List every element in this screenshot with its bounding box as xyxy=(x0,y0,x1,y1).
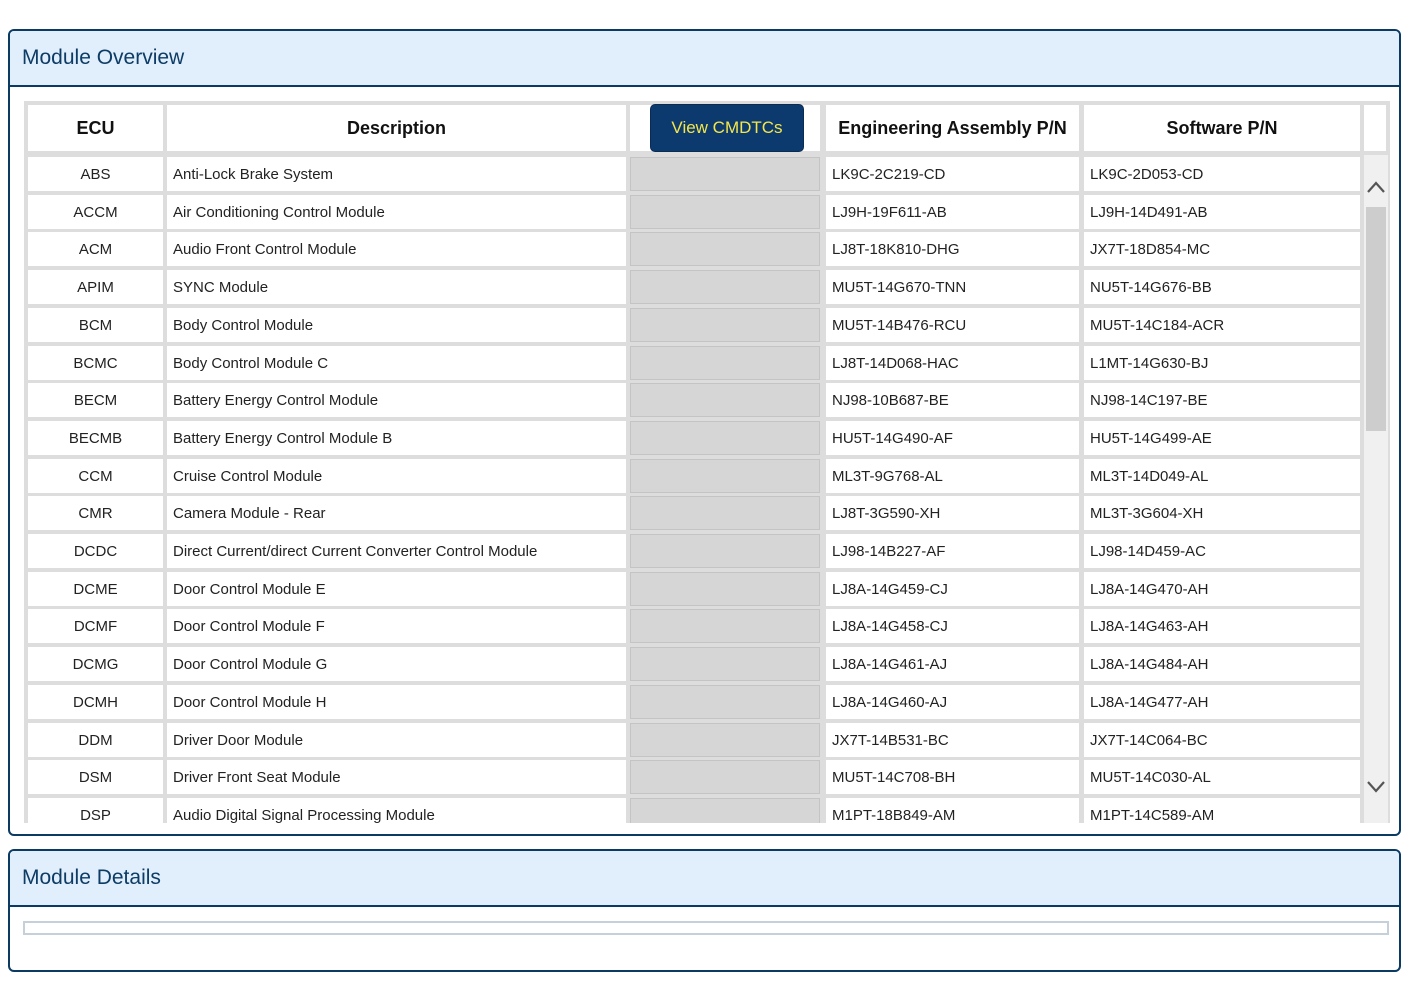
ecu-cell: DDM xyxy=(28,723,163,757)
view-cmdtcs-button[interactable]: View CMDTCs xyxy=(651,105,803,151)
ecu-cell: CMR xyxy=(28,496,163,530)
description-cell: Battery Energy Control Module xyxy=(167,383,626,417)
description-cell: Door Control Module E xyxy=(167,572,626,606)
table-body[interactable] xyxy=(24,155,1362,823)
ecu-cell: DCMH xyxy=(28,685,163,719)
ecu-cell: BECMB xyxy=(28,421,163,455)
cmdtc-cell[interactable] xyxy=(630,572,820,606)
ecu-cell: APIM xyxy=(28,270,163,304)
engineering-pn-cell: LJ8T-18K810-DHG xyxy=(826,232,1079,266)
table-row[interactable] xyxy=(24,421,1362,455)
software-pn-cell: JX7T-18D854-MC xyxy=(1084,232,1360,266)
software-pn-cell: LJ8A-14G470-AH xyxy=(1084,572,1360,606)
column-header-description[interactable]: Description xyxy=(167,105,626,151)
cmdtc-cell[interactable] xyxy=(630,232,820,266)
ecu-cell: BCMC xyxy=(28,346,163,380)
module-details-panel xyxy=(8,849,1401,972)
cmdtc-cell[interactable] xyxy=(630,459,820,493)
software-pn-cell: MU5T-14C030-AL xyxy=(1084,760,1360,794)
cmdtc-cell[interactable] xyxy=(630,421,820,455)
chevron-up-icon[interactable] xyxy=(1366,175,1386,199)
software-pn-cell: MU5T-14C184-ACR xyxy=(1084,308,1360,342)
column-header-software-pn[interactable]: Software P/N xyxy=(1084,105,1360,151)
engineering-pn-cell: MU5T-14C708-BH xyxy=(826,760,1079,794)
ecu-cell: DCDC xyxy=(28,534,163,568)
table-row[interactable] xyxy=(24,270,1362,304)
software-pn-cell: JX7T-14C064-BC xyxy=(1084,723,1360,757)
cmdtc-cell[interactable] xyxy=(630,798,820,823)
software-pn-cell: HU5T-14G499-AE xyxy=(1084,421,1360,455)
software-pn-cell: LJ98-14D459-AC xyxy=(1084,534,1360,568)
software-pn-cell: L1MT-14G630-BJ xyxy=(1084,346,1360,380)
table-row[interactable] xyxy=(24,534,1362,568)
cmdtc-cell[interactable] xyxy=(630,270,820,304)
engineering-pn-cell: LJ98-14B227-AF xyxy=(826,534,1079,568)
description-cell: Cruise Control Module xyxy=(167,459,626,493)
column-header-engineering-pn[interactable]: Engineering Assembly P/N xyxy=(826,105,1079,151)
description-cell: Battery Energy Control Module B xyxy=(167,421,626,455)
table-row[interactable] xyxy=(24,798,1362,823)
description-cell: SYNC Module xyxy=(167,270,626,304)
engineering-pn-cell: NJ98-10B687-BE xyxy=(826,383,1079,417)
cmdtc-cell[interactable] xyxy=(630,723,820,757)
scrollbar-thumb[interactable] xyxy=(1366,207,1386,431)
ecu-cell: DSP xyxy=(28,798,163,823)
software-pn-cell: ML3T-3G604-XH xyxy=(1084,496,1360,530)
header-corner xyxy=(1364,105,1386,151)
module-details-header xyxy=(10,851,1399,907)
cmdtc-cell[interactable] xyxy=(630,647,820,681)
cmdtc-cell[interactable] xyxy=(630,609,820,643)
module-overview-panel xyxy=(8,29,1401,836)
cmdtc-cell[interactable] xyxy=(630,383,820,417)
ecu-cell: BCM xyxy=(28,308,163,342)
table-row[interactable] xyxy=(24,496,1362,530)
ecu-cell: DCME xyxy=(28,572,163,606)
ecu-cell: DSM xyxy=(28,760,163,794)
ecu-cell: ACM xyxy=(28,232,163,266)
software-pn-cell: LJ9H-14D491-AB xyxy=(1084,195,1360,229)
description-cell: Door Control Module F xyxy=(167,609,626,643)
description-cell: Audio Front Control Module xyxy=(167,232,626,266)
engineering-pn-cell: LK9C-2C219-CD xyxy=(826,157,1079,191)
table-row[interactable] xyxy=(24,760,1362,794)
table-row[interactable] xyxy=(24,647,1362,681)
table-row[interactable] xyxy=(24,383,1362,417)
description-cell: Audio Digital Signal Processing Module xyxy=(167,798,626,823)
software-pn-cell: LJ8A-14G477-AH xyxy=(1084,685,1360,719)
module-overview-header xyxy=(10,31,1399,87)
cmdtc-cell[interactable] xyxy=(630,685,820,719)
column-header-ecu[interactable]: ECU xyxy=(28,105,163,151)
software-pn-cell: LK9C-2D053-CD xyxy=(1084,157,1360,191)
ecu-cell: DCMF xyxy=(28,609,163,643)
table-row[interactable] xyxy=(24,157,1362,191)
ecu-cell: ABS xyxy=(28,157,163,191)
table-row[interactable] xyxy=(24,459,1362,493)
table-row[interactable] xyxy=(24,572,1362,606)
software-pn-cell: M1PT-14C589-AM xyxy=(1084,798,1360,823)
module-details-content xyxy=(23,921,1389,935)
description-cell: Air Conditioning Control Module xyxy=(167,195,626,229)
table-row[interactable] xyxy=(24,609,1362,643)
description-cell: Driver Door Module xyxy=(167,723,626,757)
module-table xyxy=(24,101,1390,823)
software-pn-cell: NU5T-14G676-BB xyxy=(1084,270,1360,304)
ecu-cell: DCMG xyxy=(28,647,163,681)
description-cell: Door Control Module G xyxy=(167,647,626,681)
module-overview-title: Module Overview xyxy=(22,46,185,69)
engineering-pn-cell: LJ8A-14G459-CJ xyxy=(826,572,1079,606)
cmdtc-cell[interactable] xyxy=(630,308,820,342)
cmdtc-cell[interactable] xyxy=(630,157,820,191)
engineering-pn-cell: JX7T-14B531-BC xyxy=(826,723,1079,757)
table-row[interactable] xyxy=(24,346,1362,380)
description-cell: Driver Front Seat Module xyxy=(167,760,626,794)
module-details-title: Module Details xyxy=(22,866,161,889)
engineering-pn-cell: MU5T-14B476-RCU xyxy=(826,308,1079,342)
cmdtc-cell[interactable] xyxy=(630,534,820,568)
description-cell: Anti-Lock Brake System xyxy=(167,157,626,191)
engineering-pn-cell: LJ8A-14G458-CJ xyxy=(826,609,1079,643)
chevron-down-icon[interactable] xyxy=(1366,775,1386,799)
table-row[interactable] xyxy=(24,308,1362,342)
description-cell: Body Control Module C xyxy=(167,346,626,380)
engineering-pn-cell: LJ8T-14D068-HAC xyxy=(826,346,1079,380)
engineering-pn-cell: LJ9H-19F611-AB xyxy=(826,195,1079,229)
ecu-cell: ACCM xyxy=(28,195,163,229)
engineering-pn-cell: LJ8T-3G590-XH xyxy=(826,496,1079,530)
description-cell: Direct Current/direct Current Converter Control Module xyxy=(167,534,626,568)
cmdtc-cell[interactable] xyxy=(630,496,820,530)
description-cell: Camera Module - Rear xyxy=(167,496,626,530)
table-row[interactable] xyxy=(24,723,1362,757)
engineering-pn-cell: HU5T-14G490-AF xyxy=(826,421,1079,455)
description-cell: Body Control Module xyxy=(167,308,626,342)
ecu-cell: BECM xyxy=(28,383,163,417)
vertical-scrollbar[interactable] xyxy=(1364,155,1388,823)
description-cell: Door Control Module H xyxy=(167,685,626,719)
table-row[interactable] xyxy=(24,195,1362,229)
software-pn-cell: ML3T-14D049-AL xyxy=(1084,459,1360,493)
table-row[interactable] xyxy=(24,232,1362,266)
cmdtc-cell[interactable] xyxy=(630,346,820,380)
engineering-pn-cell: ML3T-9G768-AL xyxy=(826,459,1079,493)
ecu-cell: CCM xyxy=(28,459,163,493)
engineering-pn-cell: M1PT-18B849-AM xyxy=(826,798,1079,823)
software-pn-cell: NJ98-14C197-BE xyxy=(1084,383,1360,417)
software-pn-cell: LJ8A-14G484-AH xyxy=(1084,647,1360,681)
cmdtc-cell[interactable] xyxy=(630,760,820,794)
engineering-pn-cell: LJ8A-14G460-AJ xyxy=(826,685,1079,719)
engineering-pn-cell: LJ8A-14G461-AJ xyxy=(826,647,1079,681)
engineering-pn-cell: MU5T-14G670-TNN xyxy=(826,270,1079,304)
cmdtc-cell[interactable] xyxy=(630,195,820,229)
software-pn-cell: LJ8A-14G463-AH xyxy=(1084,609,1360,643)
table-row[interactable] xyxy=(24,685,1362,719)
